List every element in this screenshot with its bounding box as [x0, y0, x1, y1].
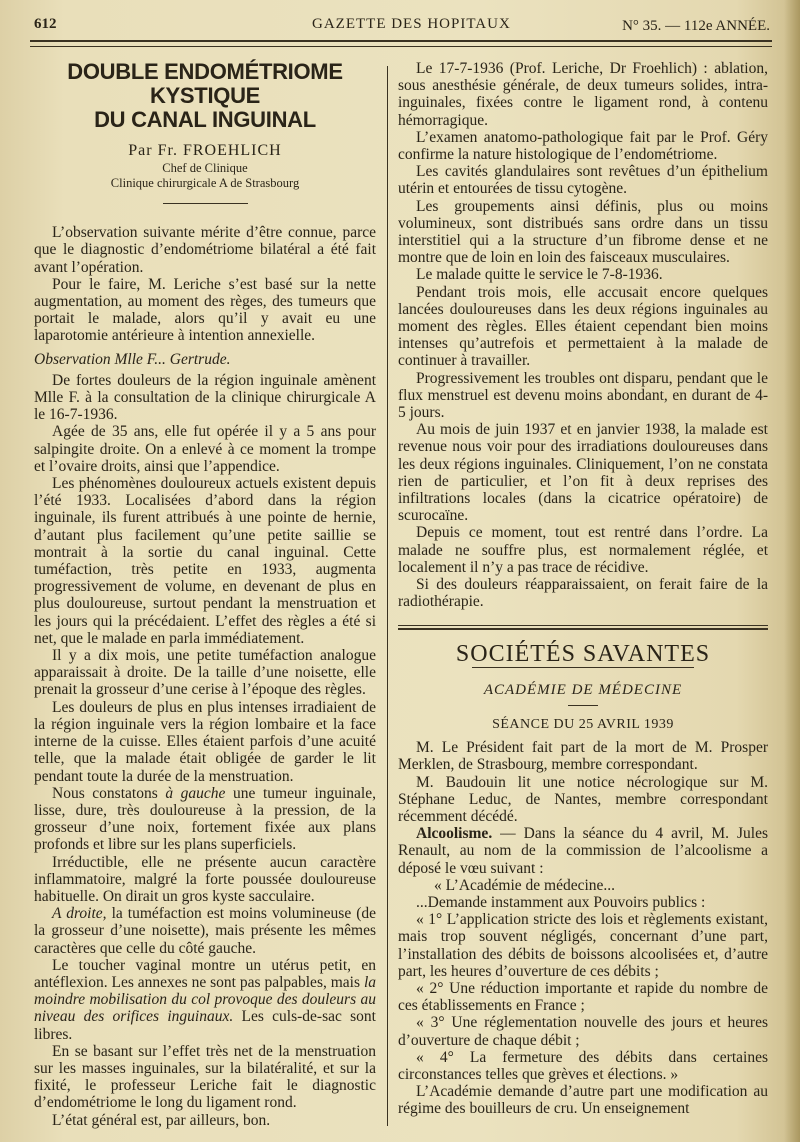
paragraph: Le malade quitte le service le 7-8-1936. — [416, 266, 663, 284]
paragraph: L’état général est, par ailleurs, bon. — [52, 1111, 271, 1129]
article-title: DOUBLE ENDOMÉTRIOME KYSTIQUE DU CANAL INGUINAL — [67, 59, 343, 132]
page-edge-shadow — [784, 0, 800, 1142]
quote-line: « 3° Une réglementation nouvelle des jours et heures d’ouverture de chaque débit ; — [398, 1014, 768, 1049]
paragraph: Les cavités glandulaires sont revêtues d’un épithelium utérin et entourées de tissu cytogène. — [398, 163, 768, 198]
paragraph: Si des douleurs réapparaissaient, on ferait faire de la radiothérapie. — [398, 576, 768, 611]
seance-heading: SÉANCE DU 25 AVRIL 1939 — [492, 716, 674, 732]
paragraph: Nous constatons à gauche une tumeur inguinale, lisse, dure, très douloureuse à la pression, de la grosseur d’une noix, fortement fixée aux plans profonds et libre sur les plans superficiels. — [34, 784, 376, 854]
paragraph: Irréductible, elle ne présente aucun caractère inflammatoire, malgré la forte poussée douloureuse habituelle. On dirait un gros kyste sacculaire. — [34, 853, 376, 905]
right-column — [398, 60, 768, 1118]
article-author: Par Fr. FROEHLICH — [128, 142, 282, 159]
section-title: SOCIÉTÉS SAVANTES — [455, 640, 711, 667]
page-number: 612 — [34, 16, 57, 32]
paragraph: Pour le faire, M. Leriche s’est basé sur la nette augmentation, au moment des règes, des tumeurs que portait le malade, alors qu’il y avait eu une laparotomie antérieure à intention annexielle. — [34, 275, 376, 345]
journal-title: GAZETTE DES HOPITAUX — [312, 16, 511, 32]
author-affiliation: Clinique chirurgicale A de Strasbourg — [110, 176, 300, 191]
paragraph: Agée de 35 ans, elle fut opérée il y a 5 ans pour salpingite droite. On a enlevé à ce moment la trompe et l’ovaire droits, ainsi que l’appendice. — [34, 423, 376, 475]
paragraph: M. Baudouin lit une notice nécrologique sur M. Stéphane Leduc, de Nantes, membre correspondant récemment décédé. — [398, 773, 768, 825]
left-column — [34, 60, 376, 1129]
paragraph: L’examen anatomo-pathologique fait par le Prof. Géry confirme la nature histologique de l’endométriome. — [398, 128, 768, 164]
quote-line: « L’Académie de médecine... — [434, 876, 616, 894]
paragraph: De fortes douleurs de la région inguinale amènent Mlle F. à la consultation de la clinique chirurgicale A le 16-7-1936. — [34, 371, 376, 424]
paragraph: Depuis ce moment, tout est rentré dans l’ordre. La malade ne souffre plus, est normalement réglée, et localement il n’y a pas trace de récidive. — [398, 524, 768, 576]
paragraph: Le toucher vaginal montre un utérus petit, en antéflexion. Les annexes ne sont pas palpables, mais la moindre mobilisation du col provoque des douleurs au niveau des orifices inguinaux. Les culs-de-sac sont libres. — [34, 956, 376, 1043]
paragraph: L’Académie demande d’autre part une modification au régime des bouilleurs de cru. Un enseignement — [398, 1083, 768, 1118]
header-rule-thin — [30, 46, 772, 47]
paragraph: En se basant sur l’effet très net de la menstruation sur les masses inguinales, sur la bilatéralité, et sur la fixité, le professeur Leriche fait le diagnostic d’endométriome le long du ligament rond. — [34, 1042, 376, 1112]
column-divider — [387, 66, 388, 1126]
section-rule-thick — [398, 628, 768, 630]
academie-rule — [568, 705, 598, 706]
paragraph: Il y a dix mois, une petite tuméfaction analogue apparaissait à droite. De la taille d’une noisette, elle prenait la grosseur d’une cerise à l’époque des règles. — [34, 647, 376, 699]
header-rule — [30, 40, 772, 42]
issue-number: N° 35. — 112e ANNÉE. — [622, 18, 770, 34]
paragraph: Les douleurs de plus en plus intenses irradiaient de la région inguinale vers la région lombaire et la face interne de la cuisse. Elles étaient parfois d’une acuité telle, que la malade était obligée de garder le lit pendant toute la durée de la menstruation. — [34, 698, 376, 785]
paragraph: Progressivement les troubles ont disparu, pendant que le flux menstruel est devenu moins abondant, en durant de 4-5 jours. — [398, 369, 768, 422]
paragraph: A droite, la tuméfaction est moins volumineuse (de la grosseur d’une noisette), mais présente les mêmes caractères que celle du côté gauche. — [34, 905, 377, 957]
paragraph: Les groupements ainsi définis, plus ou moins volumineux, sont distribués sans ordre dans un tissu interstitiel qui a la structure d’un fibrome dense et ne montre que de loin en loin des faisceaux musculaires. — [398, 197, 768, 267]
title-rule — [163, 203, 248, 204]
quote-line: « 4° La fermeture des débits dans certaines circonstances telles que grèves et élections. » — [398, 1048, 768, 1083]
quote-line: ...Demande instamment aux Pouvoirs publics : — [416, 893, 706, 911]
paragraph: L’observation suivante mérite d’être connue, parce que le diagnostic d’endométriome bilatéral a été fait avant l’opération. — [34, 224, 376, 276]
author-role: Chef de Clinique — [162, 161, 248, 176]
running-header — [30, 14, 770, 36]
paragraph: Pendant trois mois, elle accusait encore quelques lancées douloureuses dans les deux régions inguinales au moment des règles. Elles étaient cependant bien moins intenses qu’autrefois et permettaient à la malade de continuer à travailler. — [398, 283, 768, 370]
section-title-rule — [472, 667, 694, 668]
academie-heading: ACADÉMIE DE MÉDECINE — [483, 681, 683, 698]
section-rule — [398, 625, 768, 626]
paragraph: Les phénomènes douloureux actuels existent depuis l’été 1933. Localisées d’abord dans la région inguinale, ils furent attribués à une pointe de hernie, d’autant plus facilement qu’une petite saillie se montrait à la sortie du canal inguinal. Cette tuméfaction, très petite en 1933, augmenta progressivement de volume, en devenant de plus en plus douloureuse, surtout pendant la menstruation et les jours qui la précédaient. L’effet des règles a été si net, que le malade en parla immédiatement. — [34, 475, 376, 647]
quote-line: « 1° L’application stricte des lois et règlements existant, mais trop souvent négligés, concernant d’une part, l’installation des débits de boissons alcoolisées et, d’autre part, les heures d’ouverture de ces débits ; — [398, 911, 768, 980]
observation-heading: Observation Mlle F... Gertrude. — [34, 350, 231, 368]
quote-line: « 2° Une réduction importante et rapide du nombre de ces établissements en France ; — [398, 979, 768, 1015]
paragraph: Alcoolisme. — Dans la séance du 4 avril, M. Jules Renault, au nom de la commission de l’alcoolisme a déposé le vœu suivant : — [398, 825, 768, 877]
paragraph: M. Le Président fait part de la mort de M. Prosper Merklen, de Strasbourg, membre correspondant. — [398, 739, 768, 774]
paragraph: Au mois de juin 1937 et en janvier 1938, la malade est revenue nous voir pour des irradiations douloureuses dans les deux régions inguinales. Cliniquement, l’on ne constata rien de particulier, et l’on fit à deux reprises des infiltrations locales (dans la cicatrice opératoire) de scurocaïne. — [398, 421, 768, 525]
paragraph: Le 17-7-1936 (Prof. Leriche, Dr Froehlich) : ablation, sous anesthésie générale, de deux tumeurs solides, intra-inguinales, fixées contre le ligament rond, à contenu hémorragique. — [398, 60, 768, 129]
